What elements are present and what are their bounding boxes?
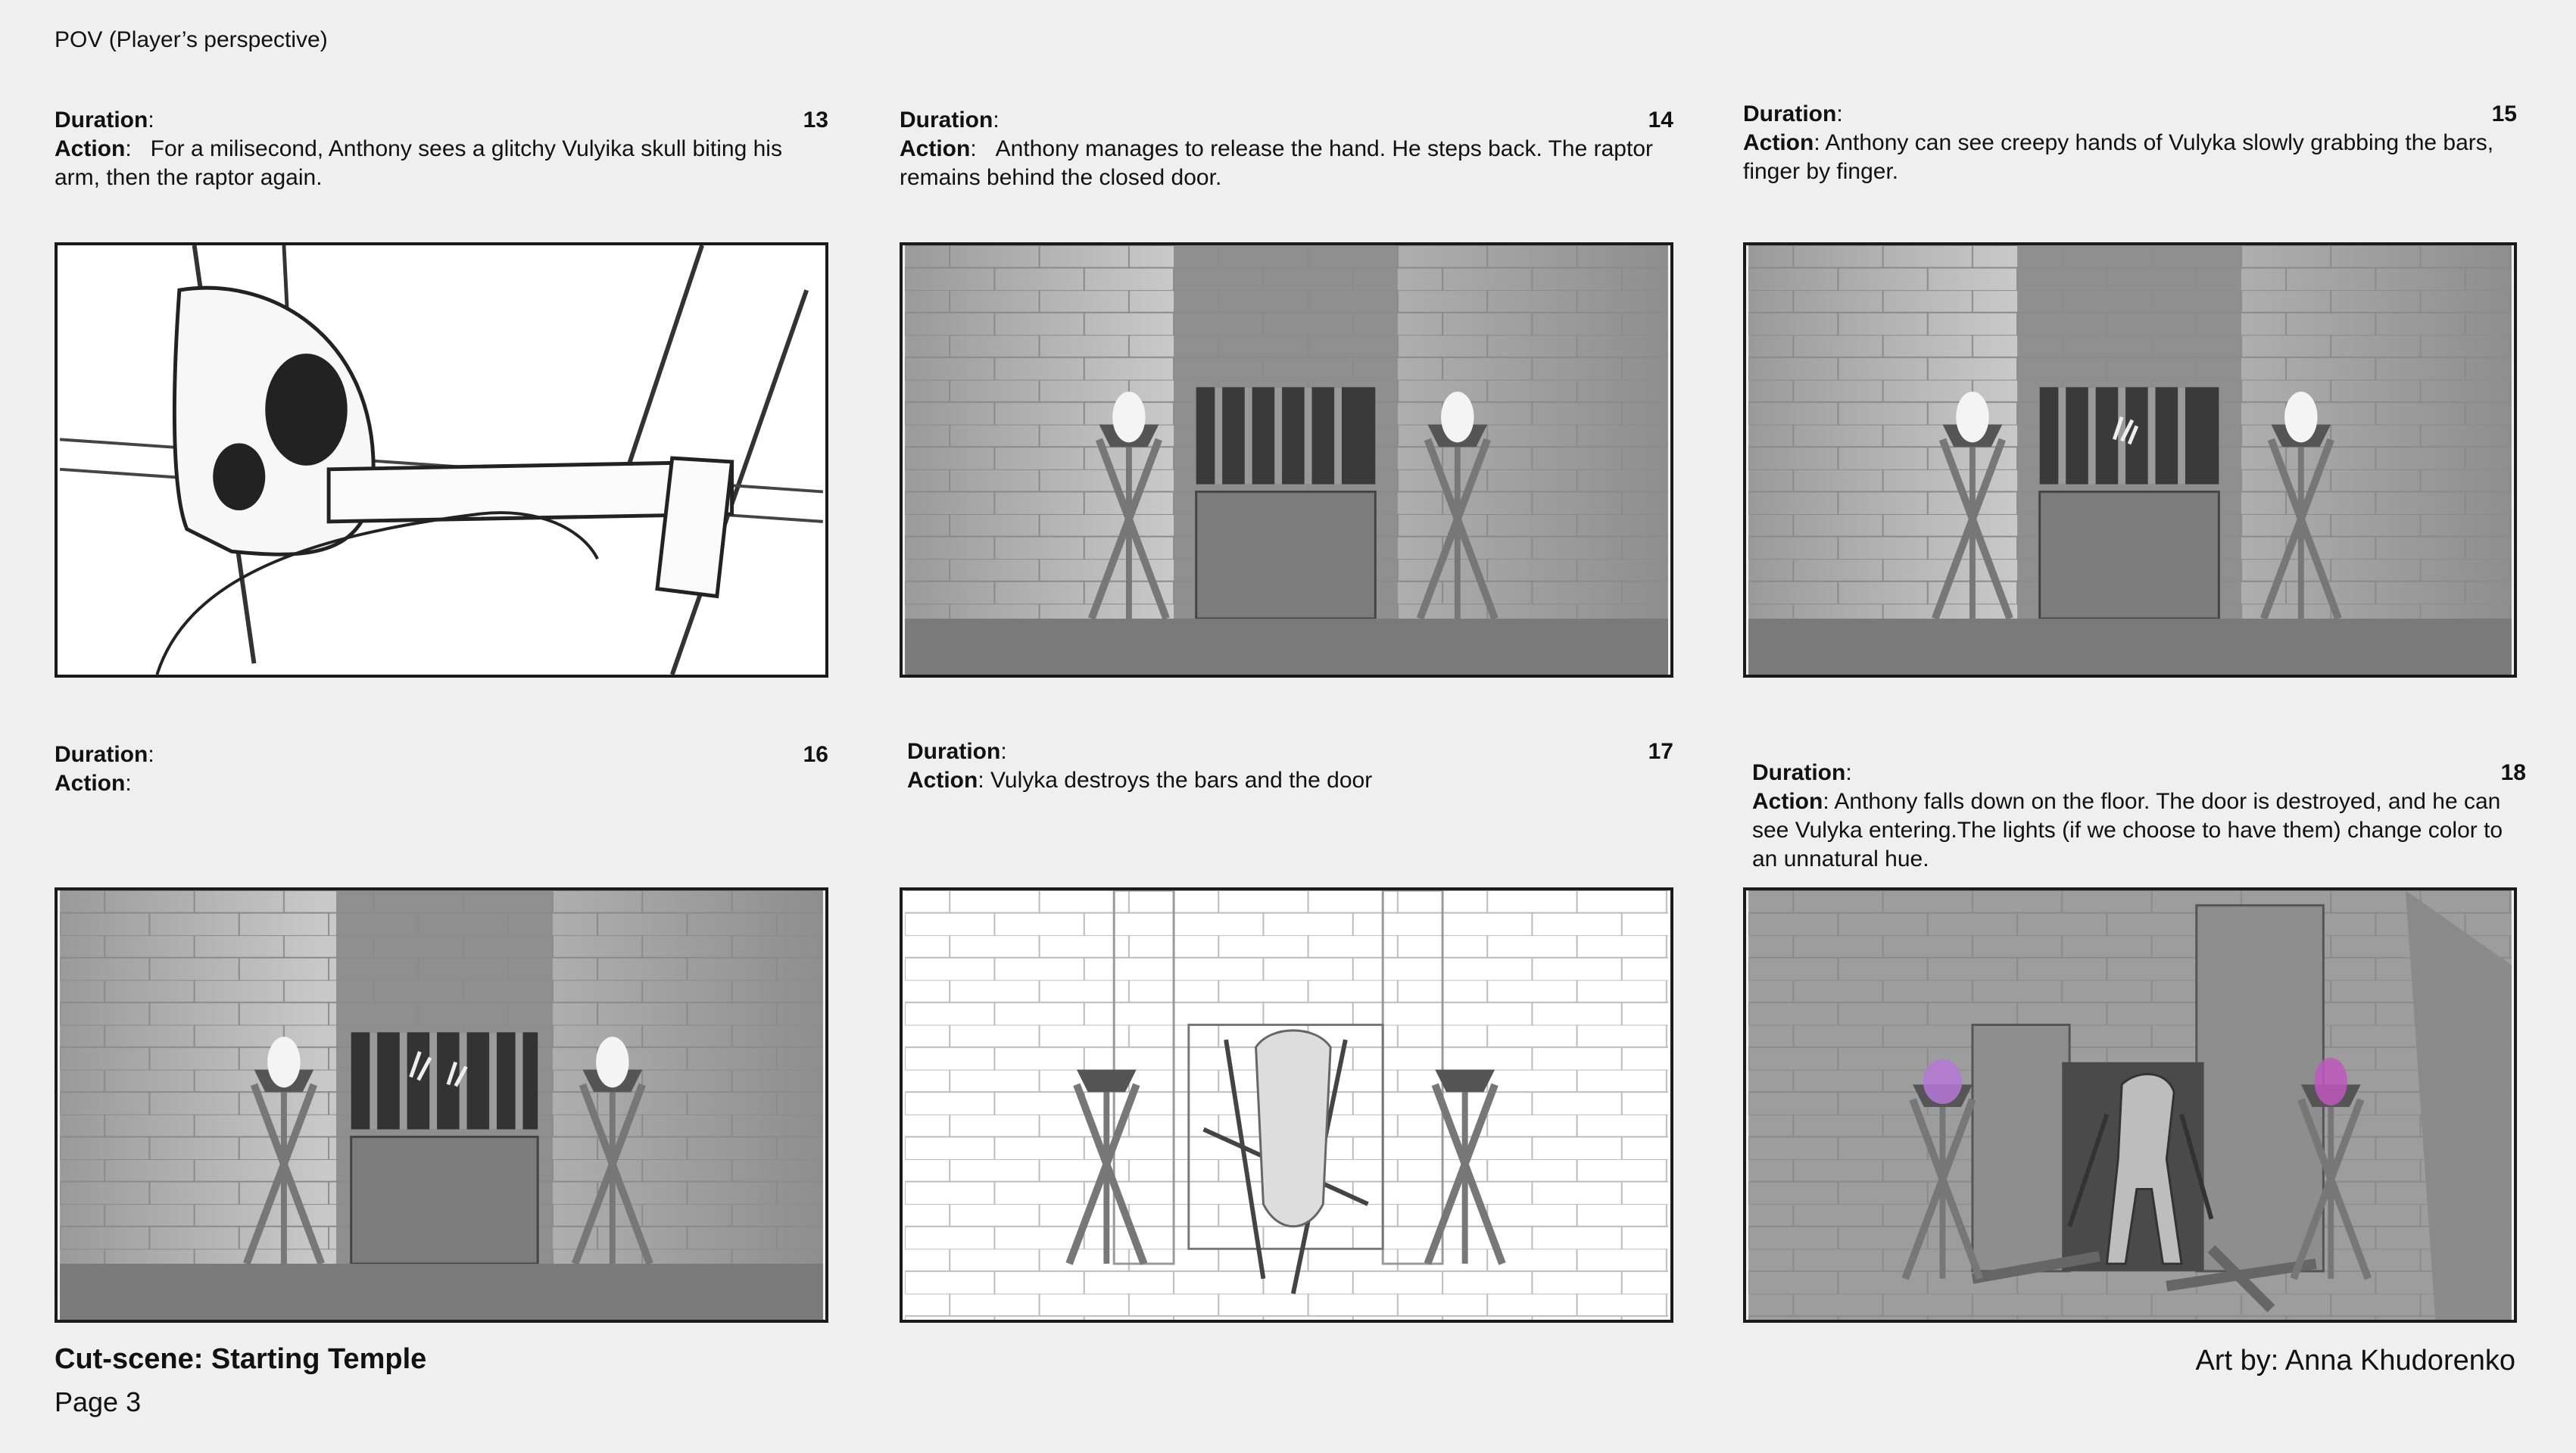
- panel-number: 13: [803, 108, 828, 133]
- bars-destroyed-sketch: [903, 890, 1670, 1320]
- claws-on-bars-illustration: [58, 890, 825, 1320]
- artist-credit: Art by: Anna Khudorenko: [2195, 1345, 2515, 1377]
- panel-number: 15: [2491, 101, 2517, 126]
- duration-line: Duration:: [1752, 760, 1852, 785]
- panel-15-frame: [1743, 242, 2517, 678]
- door-closed-illustration: [903, 245, 1670, 675]
- panel-16: [55, 741, 828, 922]
- action-line: Action: Anthony can see creepy hands of Vulyka slowly grabbing the bars, finger by finger.: [1743, 130, 2494, 184]
- duration-line: Duration:: [907, 739, 1007, 764]
- panel-17-frame: [900, 887, 1673, 1323]
- panel-number: 17: [1648, 739, 1673, 764]
- action-line: Action: For a milisecond, Anthony sees a glitchy Vulyika skull biting his arm, then the raptor again.: [55, 136, 782, 190]
- hands-on-bars-illustration: [1746, 245, 2514, 675]
- duration-line: Duration:: [1743, 101, 1843, 126]
- vulyka-entering-illustration: [1746, 890, 2514, 1320]
- cutscene-title: Cut-scene: Starting Temple: [55, 1343, 427, 1375]
- duration-line: Duration:: [900, 108, 1000, 133]
- panel-number: 14: [1648, 108, 1673, 133]
- panel-number: 18: [2500, 760, 2526, 785]
- page-header: POV (Player’s perspective): [55, 27, 328, 52]
- panel-14: [900, 106, 1673, 288]
- footer-left: [55, 1343, 426, 1418]
- action-line: Action: Vulyka destroys the bars and the door: [907, 768, 1373, 793]
- panel-13-frame: [55, 242, 828, 678]
- panel-18-frame: [1743, 887, 2517, 1323]
- panel-16-frame: [55, 887, 828, 1323]
- action-line: Action: Anthony manages to release the hand. He steps back. The raptor remains behind the closed door.: [900, 136, 1653, 190]
- duration-line: Duration:: [55, 108, 154, 133]
- panel-number: 16: [803, 742, 828, 767]
- panel-15: [1743, 101, 2517, 288]
- action-line: Action:: [55, 771, 132, 796]
- panel-14-frame: [900, 242, 1673, 678]
- action-line: Action: Anthony falls down on the floor. The door is destroyed, and he can see Vulyka entering.The lights (if we choose to have them) change color to an unnatural hue.: [1752, 789, 2503, 871]
- duration-line: Duration:: [55, 742, 154, 767]
- panel-17: [900, 737, 1673, 919]
- panel-18: [1752, 759, 2526, 940]
- panel-13: [55, 106, 828, 288]
- sketch-skull-bite: [58, 245, 825, 675]
- page-number: Page 3: [55, 1386, 142, 1417]
